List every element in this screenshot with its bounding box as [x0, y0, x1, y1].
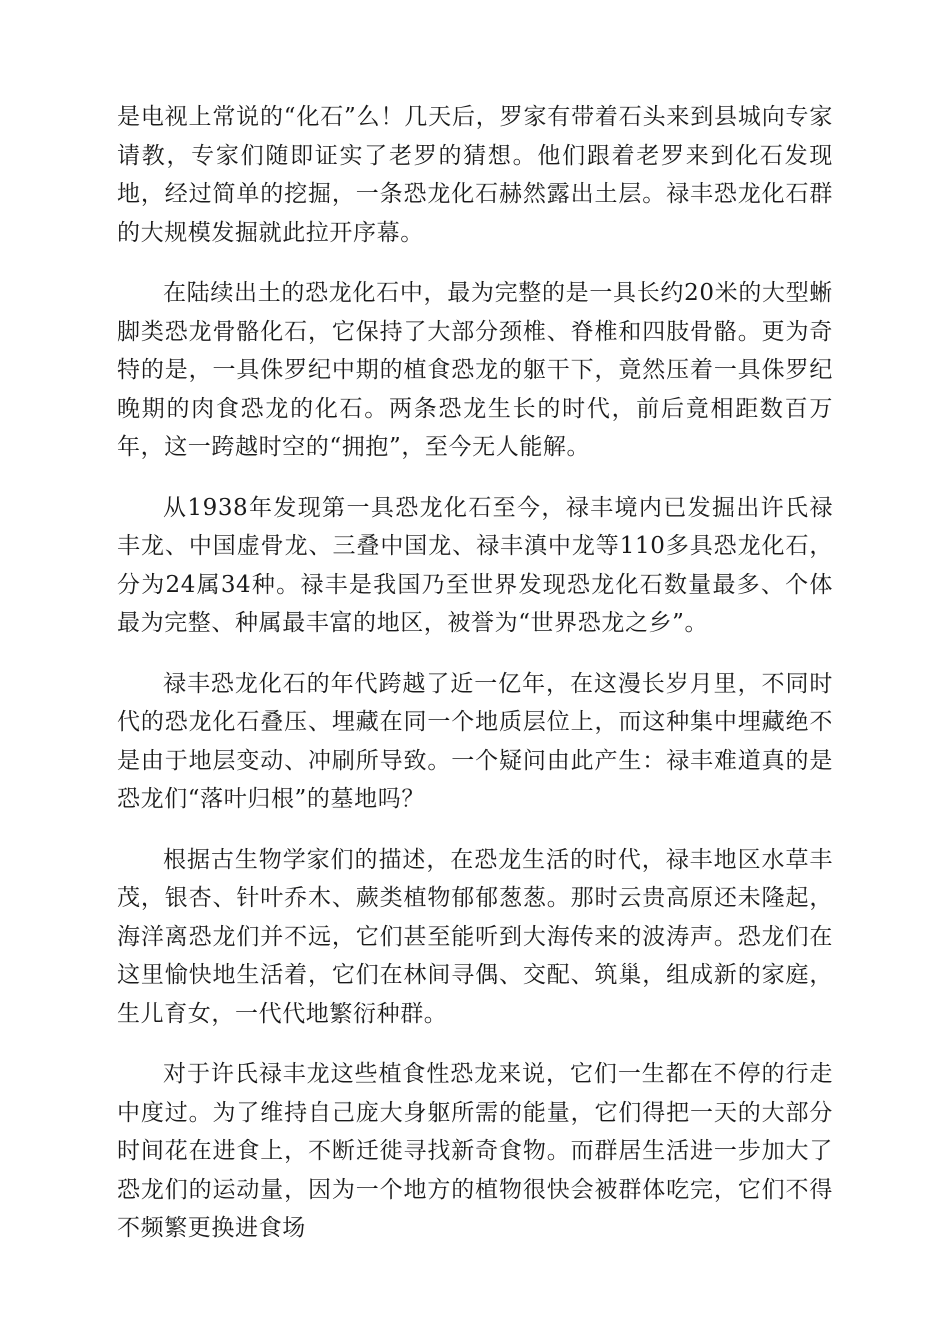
paragraph-2: 在陆续出土的恐龙化石中，最为完整的是一具长约20米的大型蜥脚类恐龙骨骼化石，它保持了大部分颈椎、脊椎和四肢骨骼。更为奇特的是，一具侏罗纪中期的植食恐龙的躯干下，竟然压着一具侏罗纪晚期的肉食恐龙的化石。两条恐龙生长的时代，前后竟相距数百万年，这一跨越时空的“拥抱”，至今无人能解。: [117, 280, 833, 460]
paragraph-3: 从1938年发现第一具恐龙化石至今，禄丰境内已发掘出许氏禄丰龙、中国虚骨龙、三叠中国龙、禄丰滇中龙等110多具恐龙化石，分为24属34种。禄丰是我国乃至世界发现恐龙化石数量最多、个体最为完整、种属最丰富的地区，被誉为“世界恐龙之乡”。: [117, 494, 833, 636]
paragraph-4: 禄丰恐龙化石的年代跨越了近一亿年，在这漫长岁月里，不同时代的恐龙化石叠压、埋藏在同一个地质层位上，而这种集中埋藏绝不是由于地层变动、冲刷所导致。一个疑问由此产生：禄丰难道真的是恐龙们“落叶归根”的墓地吗？: [117, 670, 833, 812]
paragraph-5: 根据古生物学家们的描述，在恐龙生活的时代，禄丰地区水草丰茂，银杏、针叶乔木、蕨类植物郁郁葱葱。那时云贵高原还未隆起，海洋离恐龙们并不远，它们甚至能听到大海传来的波涛声。恐龙们在这里愉快地生活着，它们在林间寻偶、交配、筑巢，组成新的家庭，生儿育女，一代代地繁衍种群。: [117, 846, 833, 1027]
paragraph-6: 对于许氏禄丰龙这些植食性恐龙来说，它们一生都在不停的行走中度过。为了维持自己庞大身躯所需的能量，它们得把一天的大部分时间花在进食上，不断迁徙寻找新奇食物。而群居生活进一步加大了恐龙们的运动量，因为一个地方的植物很快会被群体吃完，它们不得不频繁更换进食场: [117, 1061, 833, 1241]
article-body: [117, 98, 833, 1270]
paragraph-1: 是电视上常说的“化石”么！几天后，罗家有带着石头来到县城向专家请教，专家们随即证实了老罗的猜想。他们跟着老罗来到化石发现地，经过简单的挖掘，一条恐龙化石赫然露出土层。禄丰恐龙化石群的大规模发掘就此拉开序幕。: [117, 104, 833, 246]
